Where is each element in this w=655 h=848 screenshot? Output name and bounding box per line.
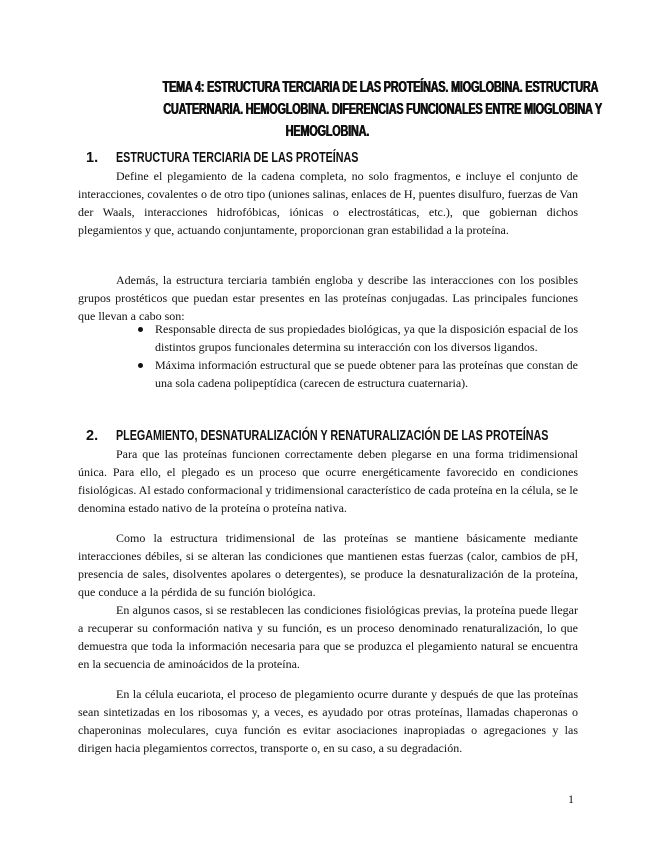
document-title [60,77,602,143]
paragraph: Para que las proteínas funcionen correctamente deben plegarse en una forma tridimensional única. Para ello, el plegado es un proceso que ocurre energéticamente favorecido en condiciones fisiológicas. Al estado conformacional y tridimensional característico de cada proteína en la célula, se le denomina estado nativo de la proteína o proteína nativa. [78,447,578,515]
section-1-heading [86,148,444,168]
bullet-icon [138,363,143,368]
bullet-list [135,320,578,392]
section-2-heading [86,426,655,446]
section-title: PLEGAMIENTO, DESNATURALIZACIÓN Y RENATURALIZACIÓN DE LAS PROTEÍNAS [116,428,549,444]
title-line: CUATERNARIA. HEMOGLOBINA. DIFERENCIAS FUNCIONALES ENTRE MIOGLOBINA Y [163,101,602,118]
bullet-icon [138,327,143,332]
list-item: Responsable directa de sus propiedades biológicas, ya que la disposición espacial de los distintos grupos funcionales determina su interacción con los diversos ligandos. [135,320,578,356]
paragraph: Define el plegamiento de la cadena completa, no solo fragmentos, e incluye el conjunto de interacciones, covalentes o de otro tipo (uniones salinas, enlaces de H, puentes disulfuro, fuerzas de Van der Waals, interacciones hidrofóbicas, iónicas o electrostáticas, etc.), que gobiernan dichos plegamientos y que, actuando conjuntamente, proporcionan gran estabilidad a la proteína. [78,169,578,237]
list-item: Máxima información estructural que se puede obtener para las proteínas que constan de una sola cadena polipeptídica (carecen de estructura cuaternaria). [135,356,578,392]
section-number: 1. [86,150,99,166]
paragraph: Como la estructura tridimensional de las proteínas se mantiene básicamente mediante interacciones débiles, si se alteran las condiciones que mantienen estas fuerzas (calor, cambios de pH, presencia de sales, disolventes apolares o detergentes), se produce la desnaturalización de la proteína, que conduce a la pérdida de su función biológica. [78,531,578,599]
paragraph: En algunos casos, si se restablecen las condiciones fisiológicas previas, la proteína puede llegar a recuperar su conformación nativa y su función, es un proceso denominado renaturalización, lo que demuestra que toda la información necesaria para que se produzca el plegamiento natural se encuentra en la secuencia de aminoácidos de la proteína. [78,603,578,671]
title-line: TEMA 4: ESTRUCTURA TERCIARIA DE LAS PROTEÍNAS. MIOGLOBINA. ESTRUCTURA [162,79,599,96]
section-title: ESTRUCTURA TERCIARIA DE LAS PROTEÍNAS [116,150,359,166]
paragraph: Además, la estructura terciaria también engloba y describe las interacciones con los posibles grupos prostéticos que puedan estar presentes en las proteínas conjugadas. Las principales funciones que llevan a cabo son: [78,273,578,323]
section-number: 2. [86,428,99,444]
title-line: HEMOGLOBINA. [285,123,370,140]
paragraph: En la célula eucariota, el proceso de plegamiento ocurre durante y después de que las proteínas sean sintetizadas en los ribosomas y, a veces, es ayudado por otras proteínas, llamadas chaperonas o chaperoninas moleculares, cuya función es evitar asociaciones inapropiadas o agregaciones y las dirigen hacia plegamientos correctos, transporte o, en su caso, a su degradación. [78,687,578,755]
page-number: 1 [568,792,574,806]
